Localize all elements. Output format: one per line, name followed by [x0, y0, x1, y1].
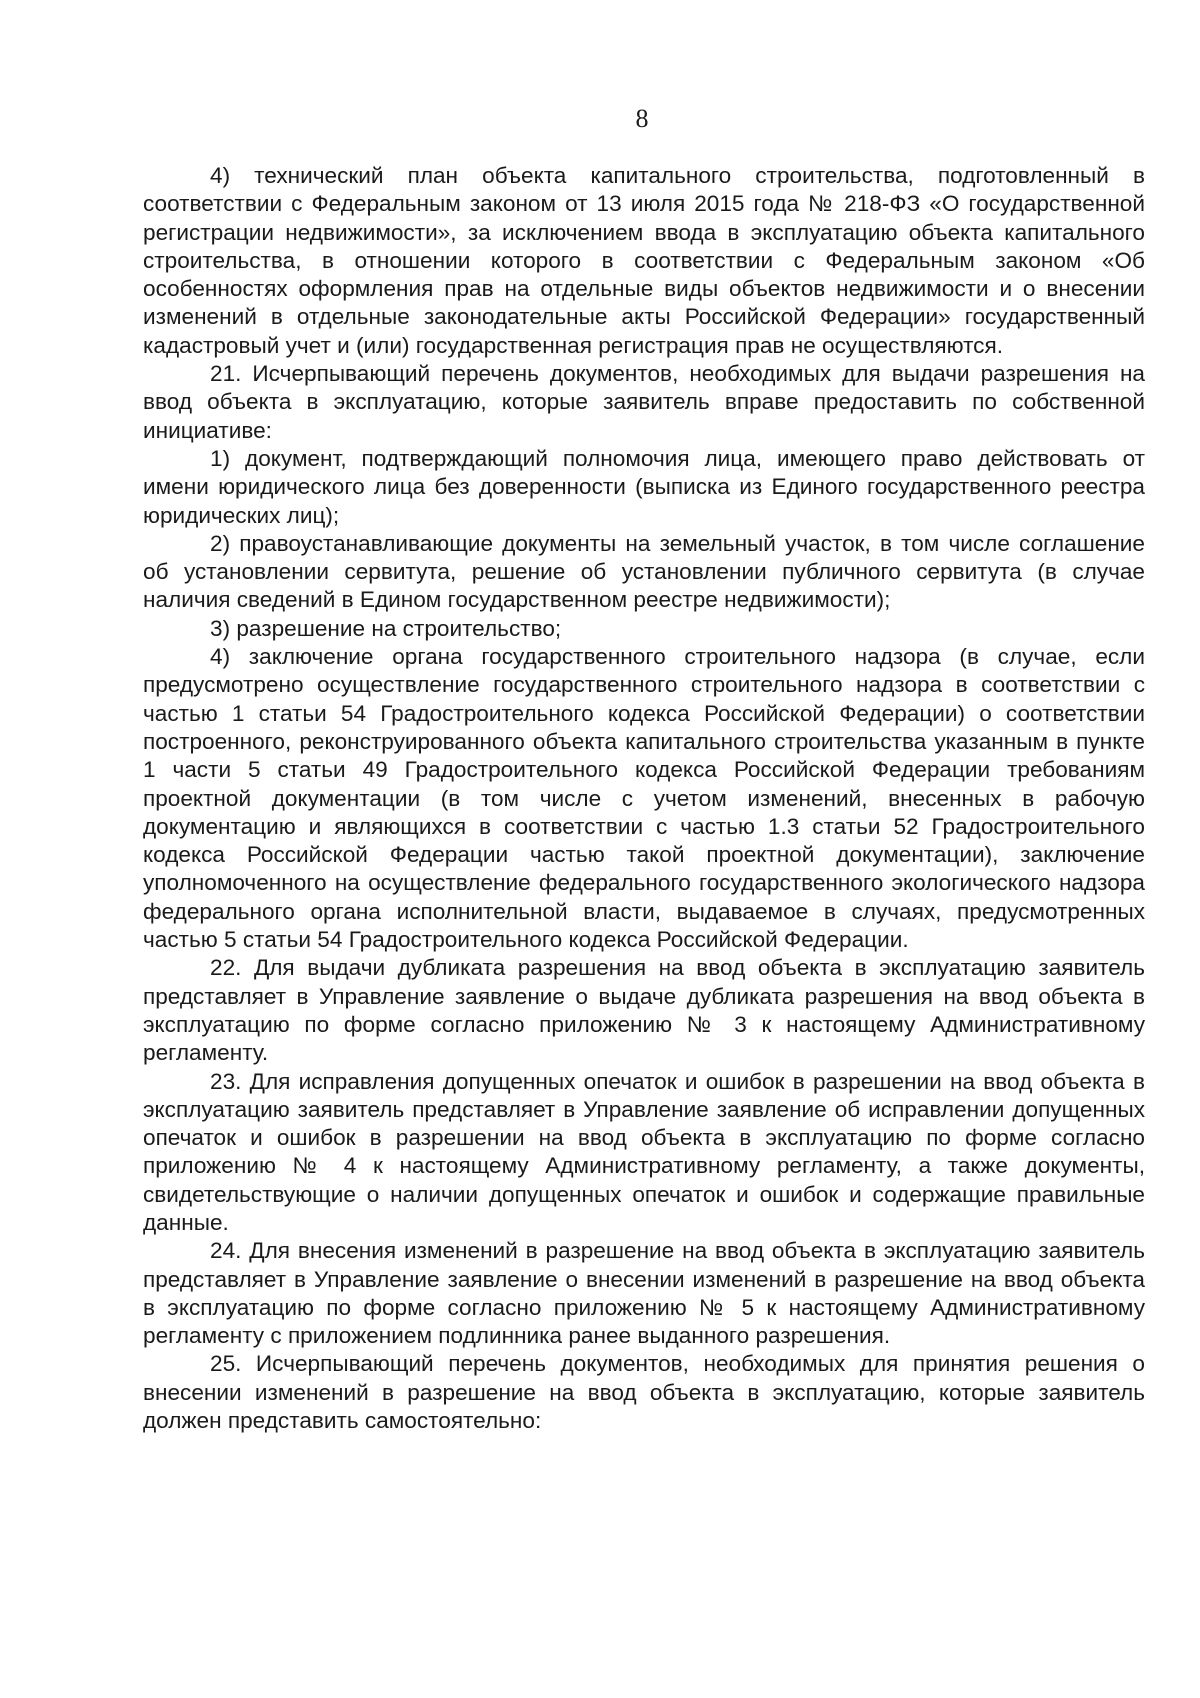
paragraph-21-item-4: 4) заключение органа государственного строительного надзора (в случае, если предусмотрено осуществление государственного строительного надзора в соответствии с частью 1 статьи 54 Градостроительного кодекса Российской Федерации) о соответствии построенного, реконструированного объекта капитального строительства указанным в пункте 1 части 5 статьи 49 Градостроительного кодекса Российской Федерации требованиям проектной документации (в том числе с учетом изменений, внесенных в рабочую документацию и являющихся в соответствии с частью 1.3 статьи 52 Градостроительного кодекса Российской Федерации частью такой проектной документации), заключение уполномоченного на осуществление федерального государственного экологического надзора федерального органа исполнительной власти, выдаваемое в случаях, предусмотренных частью 5 статьи 54 Градостроительного кодекса Российской Федерации.	[143, 644, 1145, 953]
paragraph-21-item-1: 1) документ, подтверждающий полномочия лица, имеющего право действовать от имени юридического лица без доверенности (выписка из Единого государственного реестра юридических лиц);	[143, 445, 1145, 528]
page-number: 8	[635, 104, 649, 133]
paragraph-23: 23. Для исправления допущенных опечаток и ошибок в разрешении на ввод объекта в эксплуатацию заявитель представляет в Управление заявление об исправлении допущенных опечаток и ошибок в разрешении на ввод объекта в эксплуатацию по форме согласно приложению № 4 к настоящему Административному регламенту, а также документы, свидетельствующие о наличии допущенных опечаток и ошибок и содержащие правильные данные.	[143, 1068, 1145, 1235]
paragraph-technical-plan: 4) технический план объекта капитального строительства, подготовленный в соответствии с Федеральным законом от 13 июля 2015 года № 218-ФЗ «О государственной регистрации недвижимости», за исключением ввода в эксплуатацию объекта капитального строительства, в отношении которого в соответствии с Федеральным законом «Об особенностях оформления прав на отдельные виды объектов недвижимости и о внесении изменений в отдельные законодательные акты Российской Федерации» государственный кадастровый учет и (или) государственная регистрация прав не осуществляются.	[143, 163, 1145, 358]
paragraph-24: 24. Для внесения изменений в разрешение на ввод объекта в эксплуатацию заявитель представляет в Управление заявление о внесении изменений в разрешение на ввод объекта в эксплуатацию по форме согласно приложению № 5 к настоящему Административному регламенту с приложением подлинника ранее выданного разрешения.	[143, 1238, 1145, 1349]
paragraph-21: 21. Исчерпывающий перечень документов, необходимых для выдачи разрешения на ввод объекта в эксплуатацию, которые заявитель вправе предоставить по собственной инициативе:	[143, 361, 1145, 443]
paragraph-25: 25. Исчерпывающий перечень документов, необходимых для принятия решения о внесении изменений в разрешение на ввод объекта в эксплуатацию, которые заявитель должен представить самостоятельно:	[143, 1351, 1145, 1434]
paragraph-21-item-3: 3) разрешение на строительство;	[210, 615, 562, 641]
paragraph-21-item-2: 2) правоустанавливающие документы на земельный участок, в том числе соглашение об установлении сервитута, решение об установлении публичного сервитута (в случае наличия сведений в Едином государственном реестре недвижимости);	[143, 530, 1145, 613]
paragraph-22: 22. Для выдачи дубликата разрешения на ввод объекта в эксплуатацию заявитель представляет в Управление заявление о выдаче дубликата разрешения на ввод объекта в эксплуатацию по форме согласно приложению № 3 к настоящему Административному регламенту.	[143, 955, 1145, 1066]
document-body	[143, 162, 1145, 1435]
